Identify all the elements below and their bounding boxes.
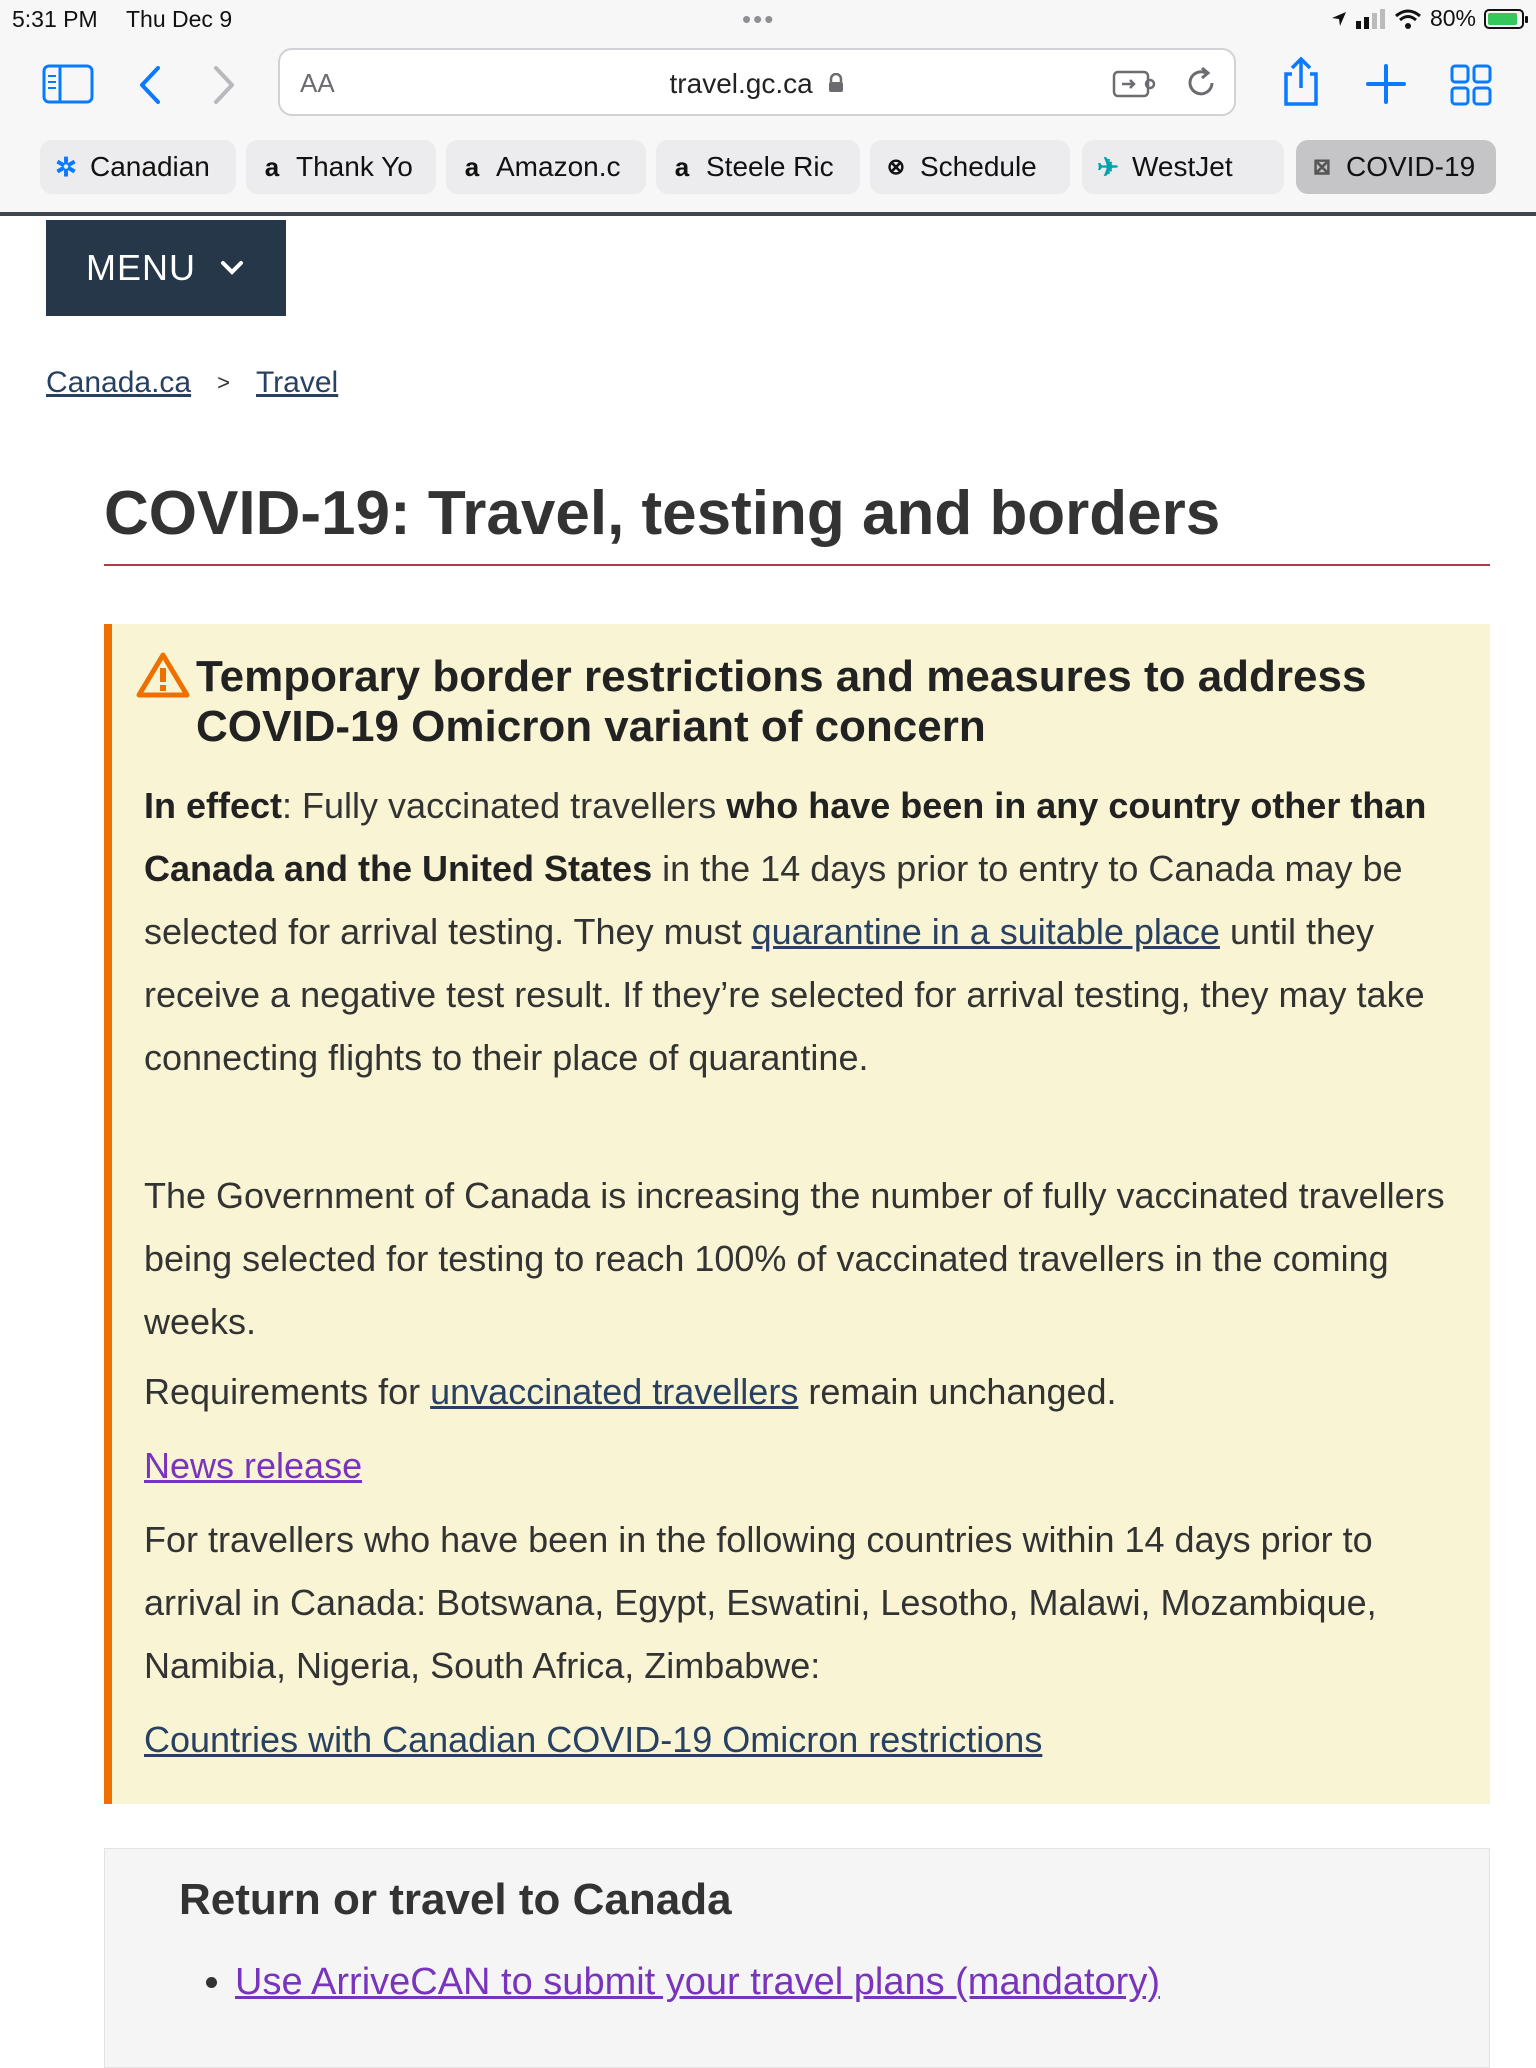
page-title: COVID-19: Travel, testing and borders (104, 479, 1221, 548)
back-icon[interactable] (136, 64, 164, 106)
tab-amazon[interactable]: a Amazon.c (446, 140, 646, 194)
breadcrumb-canada-ca[interactable]: Canada.ca (46, 366, 192, 399)
title-divider (104, 564, 1490, 566)
unvaccinated-travellers-link[interactable]: unvaccinated travellers (430, 1371, 799, 1412)
close-tab-icon[interactable]: ⊠ (1312, 154, 1332, 179)
lock-icon (828, 73, 844, 93)
warning-icon (136, 652, 190, 698)
amazon-icon: a (674, 151, 690, 182)
tab-steele[interactable]: a Steele Ric (656, 140, 860, 194)
battery-percent: 80% (1429, 5, 1476, 31)
globe-icon: ⊗ (886, 154, 906, 179)
sidebar-icon[interactable] (42, 64, 94, 104)
tab-schedule[interactable]: ⊗ Schedule (870, 140, 1070, 194)
share-icon[interactable] (1280, 56, 1322, 108)
amazon-icon: a (464, 151, 480, 182)
chevron-down-icon (220, 260, 244, 276)
arrivecan-link[interactable]: Use ArriveCAN to submit your travel plans (mandatory) (235, 1961, 1160, 2003)
return-travel-section (104, 1848, 1490, 2068)
status-indicators (1330, 5, 1524, 32)
menu-button[interactable] (46, 220, 286, 316)
menu-label: MENU (86, 247, 196, 288)
breadcrumb (46, 366, 338, 400)
forward-icon[interactable] (210, 64, 238, 106)
tab-covid-19[interactable]: ⊠ COVID-19 (1296, 140, 1496, 194)
breadcrumb-travel[interactable]: Travel (255, 366, 339, 399)
return-travel-list (205, 1961, 1160, 2004)
url-text: travel.gc.ca (669, 68, 813, 99)
address-bar[interactable] (278, 48, 1236, 116)
browser-toolbar (0, 40, 1536, 130)
tab-overview-icon[interactable] (1450, 64, 1492, 106)
maple-leaf-icon: ✲ (55, 151, 77, 182)
tab-canadian[interactable]: ✲ Canadian (40, 140, 236, 194)
omicron-alert (104, 624, 1490, 1804)
multitasking-dots-icon[interactable]: ••• (742, 4, 776, 34)
amazon-icon: a (264, 151, 280, 182)
wifi-icon (1394, 8, 1422, 30)
quarantine-link[interactable]: quarantine in a suitable place (751, 911, 1220, 952)
news-release-link[interactable]: News release (144, 1445, 363, 1486)
location-icon (1330, 10, 1348, 28)
tab-thank-you[interactable]: a Thank Yo (246, 140, 436, 194)
breadcrumb-separator: > (217, 370, 230, 395)
news-release-paragraph (144, 1434, 1464, 1497)
status-bar (0, 0, 1536, 40)
countries-link-paragraph (144, 1708, 1464, 1771)
list-item (235, 1961, 1160, 2004)
westjet-icon: ✈ (1097, 151, 1119, 182)
alert-paragraph-in-effect: In effect: Fully vaccinated travellers who have been in any country other than Canada and the United States in the 14 days prior to entry to Canada may be selected for arrival testing. They must quarantine in a suitable place until they receive a negative test result. If they’re selected for arrival testing, they may take connecting flights to their place of quarantine. (144, 785, 1427, 1078)
tab-westjet[interactable]: ✈ WestJet (1082, 140, 1284, 194)
extension-icon[interactable] (1112, 66, 1156, 100)
new-tab-icon[interactable] (1366, 64, 1406, 104)
cellular-signal-icon (1356, 9, 1386, 29)
return-travel-heading: Return or travel to Canada (179, 1875, 732, 1924)
omicron-countries-link[interactable]: Countries with Canadian COVID-19 Omicron restrictions (144, 1719, 1043, 1760)
status-date: Thu Dec 9 (126, 6, 233, 32)
alert-heading: Temporary border restrictions and measures to address COVID-19 Omicron variant of concern (136, 652, 1436, 752)
alert-paragraph-countries: For travellers who have been in the following countries within 14 days prior to arrival in Canada: Botswana, Egypt, Eswatini, Lesotho, Malawi, Mozambique, Namibia, Nigeria, South Africa, Zimbabwe: (144, 1519, 1377, 1686)
alert-paragraph-testing: The Government of Canada is increasing the number of fully vaccinated travellers being selected for testing to reach 100% of vaccinated travellers in the coming weeks. (144, 1175, 1445, 1342)
battery-icon (1484, 9, 1524, 29)
text-size-button[interactable]: AA (300, 68, 335, 98)
alert-paragraph-unvaccinated: Requirements for unvaccinated travellers remain unchanged. (144, 1371, 1117, 1412)
tab-bar (0, 130, 1536, 216)
status-time: 5:31 PM (12, 6, 98, 32)
reload-icon[interactable] (1184, 66, 1218, 100)
